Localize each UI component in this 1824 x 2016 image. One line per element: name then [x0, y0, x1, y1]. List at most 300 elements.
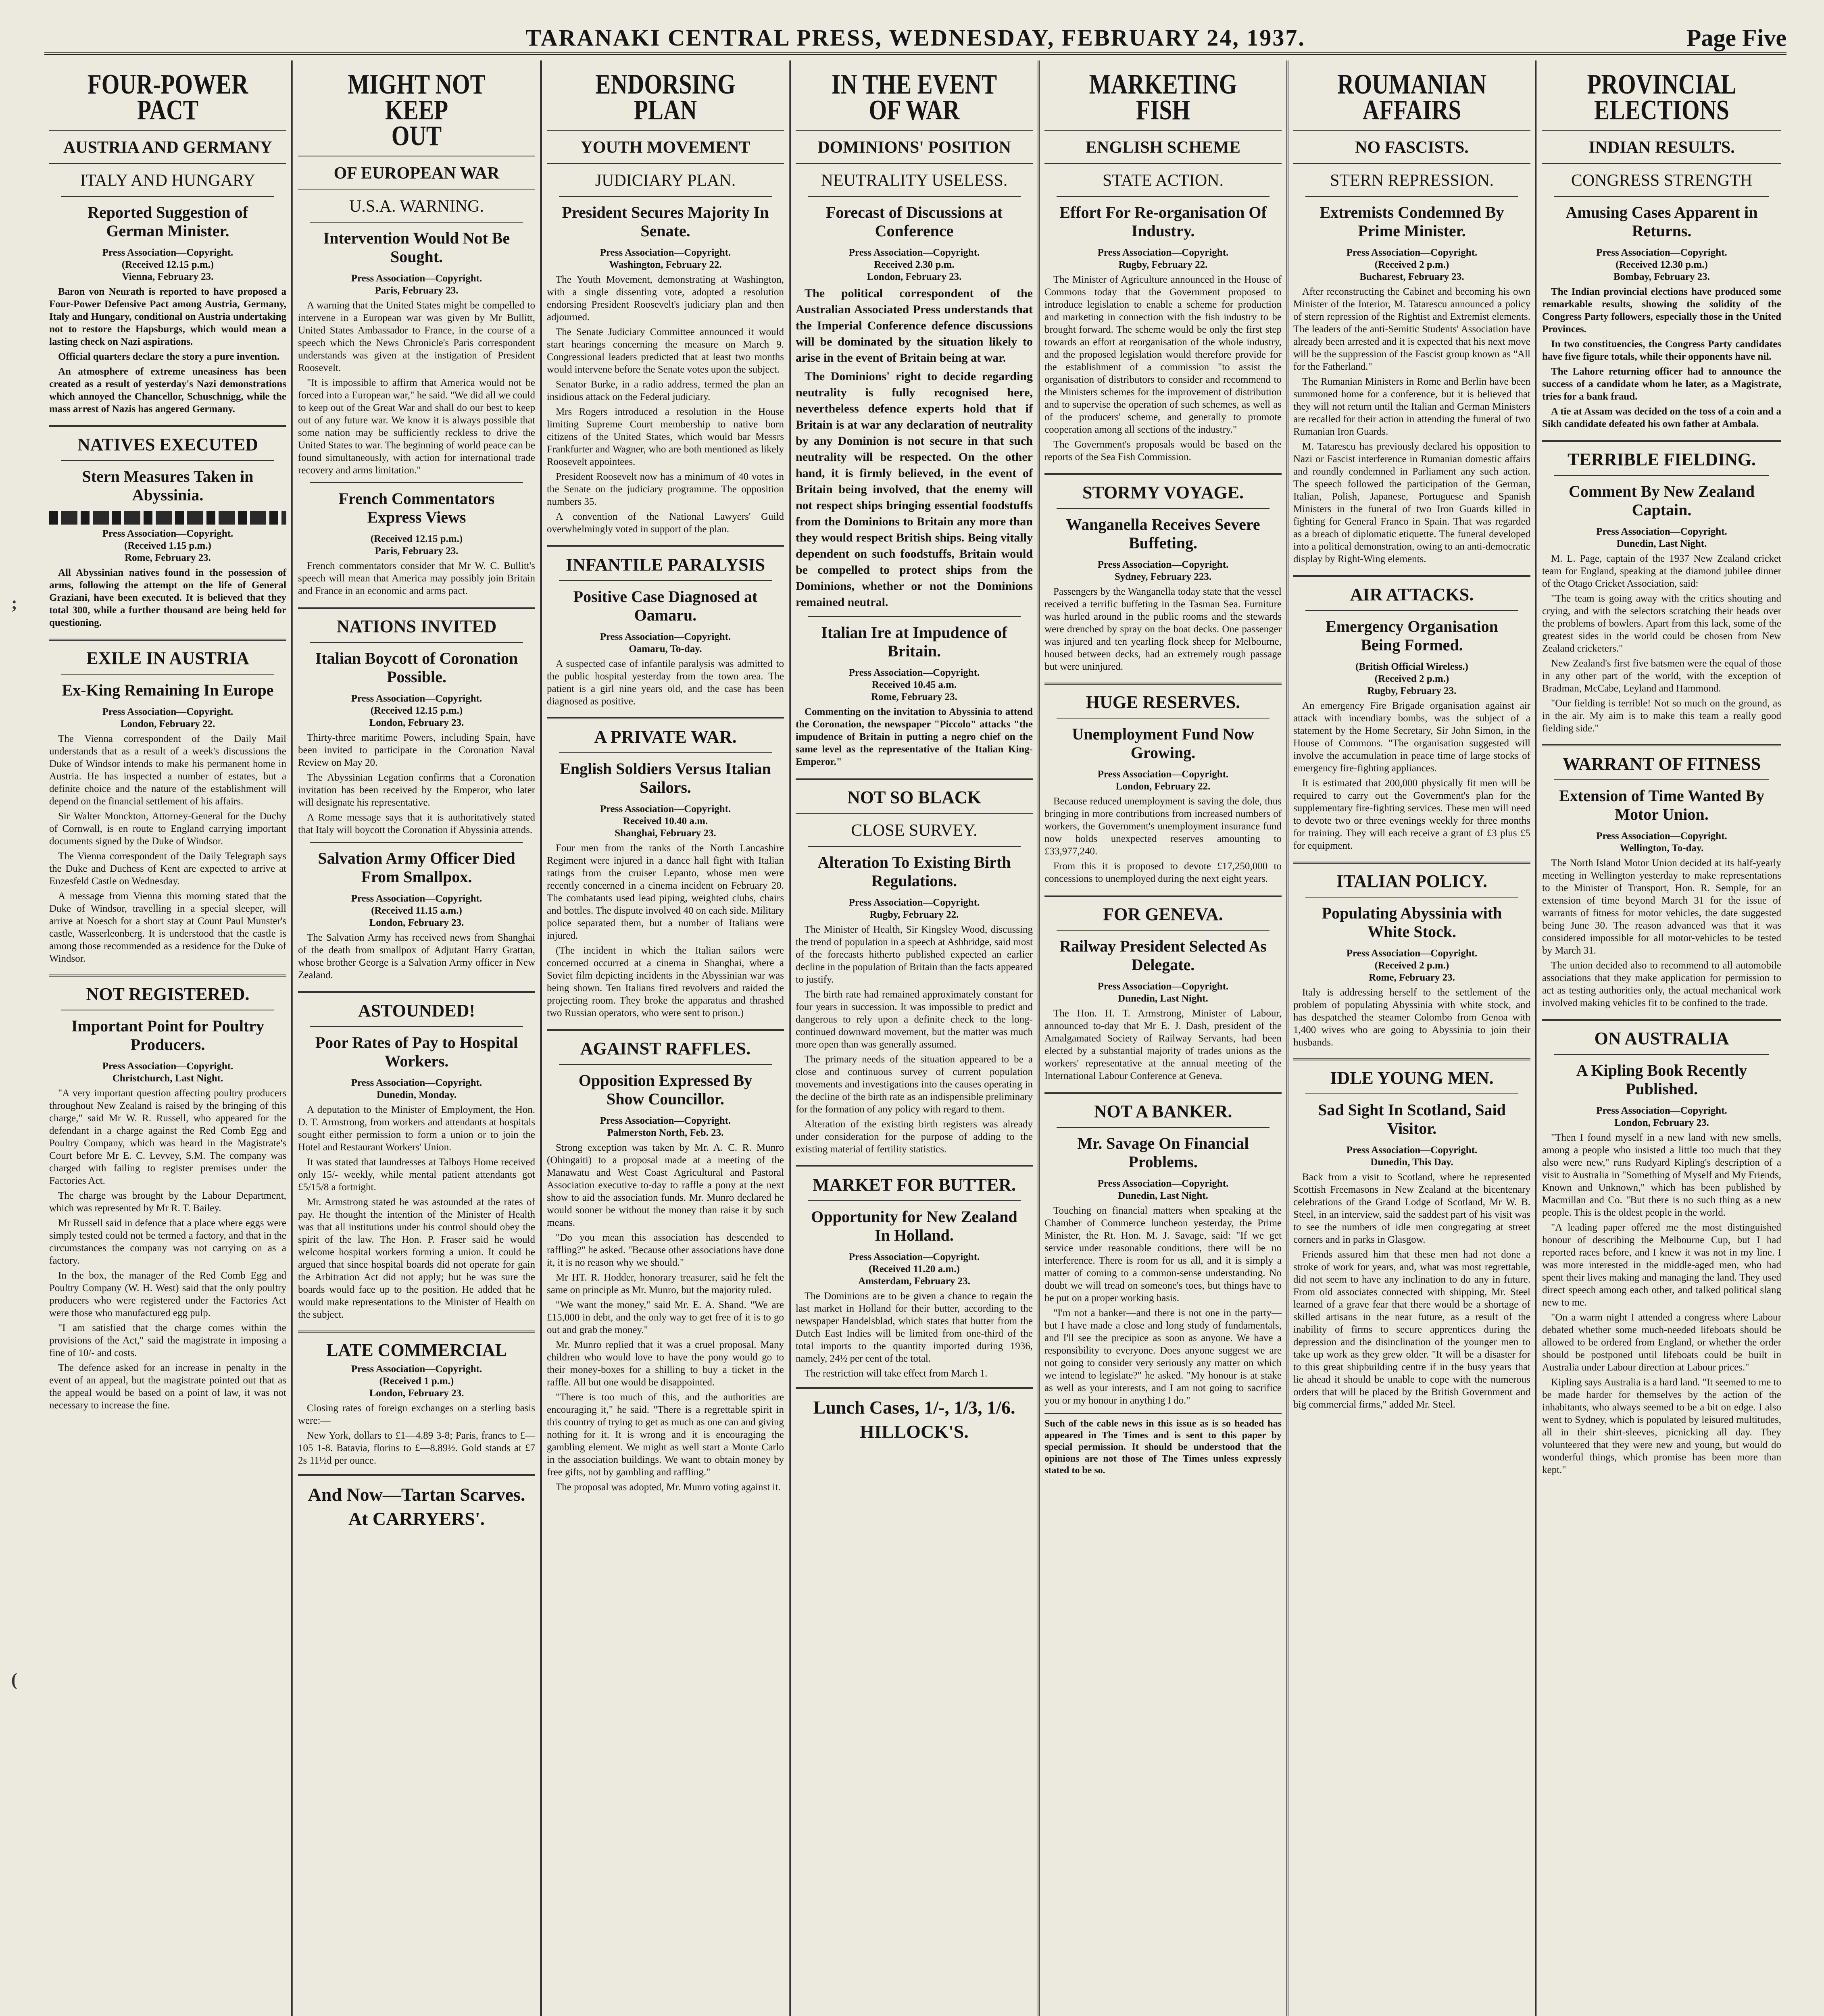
paragraph: The Vienna correspondent of the Daily Telegraph says the Duke and Duchess of Kent are expected to arrive at Enzesfeld Castle on Wednesday.: [49, 851, 286, 887]
subheading: OF EUROPEAN WAR: [298, 156, 535, 183]
dateline: [796, 897, 1033, 921]
dateline-line: Rugby, February 23.: [1367, 685, 1457, 696]
paragraph: "It is impossible to affirm that America would not be forced into a European war," he said. "We did all we could to keep out of the Great War and shall do our best to keep out of any future war. We know it is always possible that some nation may be sufficiently reckless to drive the United States to war. The beginning of world peace can be found simultaneously, with action for international trade recovery and arms limitation.": [298, 377, 535, 476]
dateline-line: London, February 23.: [1614, 1117, 1709, 1128]
subheading: Italian Ire at Impudence of Britain.: [808, 616, 1021, 660]
dateline-line: Press Association—Copyright.: [848, 667, 980, 678]
subheading: Opposition Expressed By Show Councillor.: [559, 1064, 772, 1108]
paragraph: M. L. Page, captain of the 1937 New Zealand cricket team for England, speaking at the diamond jubilee dinner of the Otago Cricket Association, said:: [1542, 553, 1781, 589]
subheading: Emergency Organisation Being Formed.: [1305, 610, 1518, 654]
headline: [568, 69, 763, 126]
subheading: CONGRESS STRENGTH: [1542, 163, 1781, 190]
dateline-line: Amsterdam, February 23.: [858, 1276, 970, 1287]
article: [1044, 69, 1282, 463]
column: [1537, 60, 1786, 2016]
subheading: Poor Rates of Pay to Hospital Workers.: [310, 1026, 523, 1070]
paragraph: New Zealand's first five batsmen were the equal of those in any other part of the world, with the exception of Bradman, McCabe, Leyland and Hammond.: [1542, 658, 1781, 694]
headline: [1066, 69, 1260, 126]
paragraph: The Government's proposals would be based on the reports of the Sea Fish Commission.: [1044, 439, 1282, 462]
article: [1293, 1058, 1530, 1411]
dateline-line: Bombay, February 23.: [1613, 271, 1710, 282]
article: [796, 778, 1033, 1156]
subheading: Salvation Army Officer Died From Smallpox.: [310, 842, 523, 886]
paragraph: In the box, the manager of the Red Comb Egg and Poultry Company (W. H. West) said that the only poultry producers who were registered under the Factories Act were those who manufactured egg pulp.: [49, 1270, 286, 1318]
dateline-line: Vienna, February 23.: [122, 271, 214, 282]
section-heading: NATIVES EXECUTED: [49, 425, 286, 454]
advert-box: [298, 1474, 535, 1531]
column: [44, 60, 293, 2016]
columns: [44, 60, 1786, 2016]
article: [298, 482, 535, 597]
article: [49, 69, 286, 415]
dateline-line: Press Association—Copyright.: [102, 706, 233, 717]
dateline: [796, 1251, 1033, 1287]
paragraph: A message from Vienna this morning stated that the Duke of Windsor, travelling in a special sleeper, will arrive at Noesch for a short stay at Count Paul Munster's castle, Wasserleonberg. It is understood that the castle is among those recommended as a residence for the Duke of Windsor.: [49, 891, 286, 964]
paragraph: Official quarters declare the story a pure invention.: [58, 351, 280, 362]
article: [1293, 69, 1530, 565]
dateline: [298, 1077, 535, 1101]
subheading: JUDICIARY PLAN.: [547, 163, 784, 190]
paragraph: The Dominions' right to decide regarding neutrality is fully recognised here, nevertheless defence experts hold that if Britain is at war any declaration of neutrality by any Dominion is not secure in that such neutrality will be respected. On the other hand, it is firmly believed, in the event of Britain being involved, that the enemy will not respect ships bringing essential foodstuffs from the Dominions to Britain any more than they would respect British ships. Being vitally dependent on such foodstuffs, Britain would be compelled to protect ships from the Dominions, whether or not the Dominions remained neutral.: [796, 370, 1033, 609]
paragraph: (The incident in which the Italian sailors were concerned occurred at a cinema in Shanghai, where a Soviet film depicting incidents in the Abyssinian war was being shown. Ten Italians fired revolvers and raided the projecting room. They broke the apparatus and thrashed two Russian operators, who were sent to prison.): [547, 945, 784, 1018]
subheading: ENGLISH SCHEME: [1044, 130, 1282, 157]
paragraph: A convention of the National Lawyers' Guild overwhelmingly voted in support of the plan.: [547, 511, 784, 535]
advert-line: Lunch Cases, 1/-, 1/3, 1/6.: [813, 1397, 1015, 1418]
paragraph: "There is too much of this, and the authorities are encouraging it," he said. "There is a regrettable spirit in this country of trying to get as much as one can and giving nothing for it. It is wrong and it is encouraging the gambling element. We might as well start a Monte Carlo in the association buildings. We want to obtain money by free gifts, not by gambling and raffling.": [547, 1392, 784, 1478]
dateline-line: Received 10.40 a.m.: [623, 816, 708, 827]
paragraph: It was stated that laundresses at Talboys Home received only 15/- weekly, while mental patient attendants got £5/15/8 a fortnight.: [298, 1157, 535, 1193]
dateline-line: Wellington, To-day.: [1620, 843, 1704, 854]
masthead: [44, 24, 1786, 55]
paragraph: Because reduced unemployment is saving the dole, thus bringing in more contributions from increased numbers of workers, the Government's unemployment insurance fund now holds unexpected reserves amounting to £33,977,240.: [1044, 796, 1282, 857]
headline-line: ENDORSING: [595, 69, 736, 100]
paragraph: Back from a visit to Scotland, where he represented Scottish Freemasons in New Zealand at the bicentenary celebrations of the Grand Lodge of Scotland, Mr W. B. Steel, in an interview, said the saddest part of his visit was to see the numbers of idle men congregating at street corners and in parks in Glasgow.: [1293, 1172, 1530, 1245]
dateline-line: Press Association—Copyright.: [600, 1115, 731, 1126]
dateline: [298, 893, 535, 929]
dateline: [1542, 247, 1781, 283]
dateline-line: Dunedin, This Day.: [1370, 1157, 1453, 1168]
subheading: Extension of Time Wanted By Motor Union.: [1554, 779, 1769, 824]
dateline: [1044, 981, 1282, 1005]
dateline-line: London, February 23.: [369, 717, 464, 728]
paragraph: The Lahore returning officer had to announce the success of a candidate whom he later, as a Magistrate, tries for a bank fraud.: [1542, 366, 1781, 402]
paragraph: Mr. Munro replied that it was a cruel proposal. Many children who would love to have the pony would go to their money-boxes for a shilling to buy a ticket in the raffle. All but one would be disappointed.: [547, 1339, 784, 1388]
paragraph: "A very important question affecting poultry producers throughout New Zealand is raised by the bringing of this charge," said Mr W. R. Russell, who appeared for the defendant in a charge against the Red Comb Egg and Poultry Company, which was heard in the Magistrate's Court before Mr E. C. Levvey, S.M. The company was charged with failing to register premises under the Factories Act.: [49, 1088, 286, 1186]
paragraph: It is estimated that 200,000 physically fit men will be required to carry out the Government's plan for the supplementary fire-fighting services. These men will need to devote two or three evenings weekly for three months for training. They will each receive a grant of £3 plus £5 for equipment.: [1293, 778, 1530, 851]
article: [1542, 69, 1781, 430]
paragraph: Commenting on the invitation to Abyssinia to attend the Coronation, the newspaper "Piccolo" attacks "the impudence of Britain in putting a negro chief on the same level as the representative of the Italian King-Emperor.": [796, 706, 1033, 767]
subheading: Railway President Selected As Delegate.: [1057, 930, 1270, 974]
paragraph: The Salvation Army has received news from Shanghai of the death from smallpox of Adjutant Harry Grattan, whose brother George is a Salvation Army officer in New Zealand.: [298, 932, 535, 981]
subheading: A Kipling Book Recently Published.: [1554, 1054, 1769, 1098]
article: [547, 545, 784, 708]
dateline-line: (Received 12.15 p.m.): [370, 705, 463, 716]
subheading: ITALY AND HUNGARY: [49, 163, 286, 190]
paragraph: Baron von Neurath is reported to have proposed a Four-Power Defensive Pact among Austria, Germany, Italy and Hungary, conditional on Austria undertaking not to restore the Hapsburgs, which would mean a lasting check on Nazi aspirations.: [49, 286, 286, 347]
article: [298, 991, 535, 1321]
paragraph: "Do you mean this association has descended to raffling?" he asked. "Because other associations have done it, it is no reason why we should.": [547, 1232, 784, 1268]
dateline-line: (Received 2 p.m.): [1374, 960, 1449, 971]
paragraph: President Roosevelt now has a minimum of 40 votes in the Senate on the judiciary programme. The opposition numbers 35.: [547, 471, 784, 507]
headline-line: FOUR-POWER: [87, 69, 248, 100]
paragraph: The restriction will take effect from March 1.: [805, 1368, 988, 1379]
paragraph: The Youth Movement, demonstrating at Washington, with a single dissenting vote, adopted a resolution endorsing President Roosevelt's judiciary plan and then adjourned.: [547, 274, 784, 323]
masthead-title: TARANAKI CENTRAL PRESS, WEDNESDAY, FEBRUARY 24, 1937.: [525, 25, 1305, 51]
dateline-line: Rugby, February 22.: [1118, 259, 1208, 270]
dateline-line: Press Association—Copyright.: [1596, 526, 1727, 537]
paragraph: Touching on financial matters when speaking at the Chamber of Commerce luncheon yesterday, the Prime Minister, the Rt. Hon. M. J. Savage, said: "If we get service under reasonable conditions, there will be no interference. There is room for us all, and it is simply a matter of coming to a common-sense understanding. No doubt we will tread on someone's toes, but things have to be put on a proper working basis.: [1044, 1205, 1282, 1304]
paragraph: French commentators consider that Mr W. C. Bullitt's speech will mean that America may possibly join Britain and France in an economic and arms pact.: [298, 560, 535, 596]
headline: [817, 69, 1011, 126]
dateline-line: (British Official Wireless.): [1355, 661, 1468, 672]
article: [796, 1165, 1033, 1380]
paragraph: A deputation to the Minister of Employment, the Hon. D. T. Armstrong, from workers and attendants at hospitals sought either permission to form a union or to join the Hotel and Restaurant Workers' Union.: [298, 1104, 535, 1153]
margin-mark: (: [11, 1670, 17, 1689]
paragraph: M. Tatarescu has previously declared his opposition to Nazi or Fascist interference in Rumanian domestic affairs and roundly condemned in Parliament any such action. The speech followed the participation of the German, Italian, Polish, Japanese, Portuguese and Spanish Ministers in the funeral of two Iron Guards killed in fighting for General Franco in Spain. That was regarded as a breach of diplomatic etiquette. The funeral developed into a political demonstration, owing to an anti-democratic display by Right-Wing elements.: [1293, 441, 1530, 564]
section-heading: TERRIBLE FIELDING.: [1542, 440, 1781, 469]
article: [1293, 575, 1530, 852]
headline-line: ELECTIONS: [1594, 95, 1729, 126]
paragraph: The Minister of Health, Sir Kingsley Wood, discussing the trend of population in a speech at Ashbridge, said most of the forecasts hitherto published expected an earlier decline in the population of Britain than the facts appeared to justify.: [796, 924, 1033, 985]
paragraph: An atmosphere of extreme uneasiness has been created as a result of yesterday's Nazi demonstrations which annoyed the Chancellor, Schuschnigg, while the mass arrest of Nazis has angered Germany.: [49, 366, 286, 414]
paragraph: Mr HT. R. Hodder, honorary treasurer, said he felt the same on principle as Mr. Munro, but the majority ruled.: [547, 1272, 784, 1295]
subheading: Effort For Re-organisation Of Industry.: [1057, 196, 1270, 240]
page-number: Page Five: [1686, 25, 1786, 51]
dateline-line: Press Association—Copyright.: [1346, 1145, 1478, 1156]
paragraph: A warning that the United States might be compelled to intervene in a European war was given by Mr Bullitt, United States Ambassador to France, in the course of a speech which the News Chronicle's Paris correspondent understands was given at the instigation of President Roosevelt.: [298, 300, 535, 373]
section-heading: NOT REGISTERED.: [49, 975, 286, 1004]
print-damage: [49, 511, 286, 525]
dateline-line: Press Association—Copyright.: [102, 528, 233, 539]
article: [298, 607, 535, 836]
dateline-line: (Received 1.15 p.m.): [124, 540, 211, 551]
dateline: [49, 528, 286, 564]
article: [1044, 683, 1282, 885]
dateline-line: Paris, February 23.: [375, 285, 459, 296]
dateline-line: Press Association—Copyright.: [102, 247, 233, 258]
paragraph: The Rumanian Ministers in Rome and Berlin have been summoned home for a conference, but it is believed that they will not return until the Italian and German Ministers are recalled for their action in attending the funeral of two Rumanian Iron Guards.: [1293, 376, 1530, 437]
dateline-line: Washington, February 22.: [609, 259, 722, 270]
headline-line: PLAN: [634, 95, 697, 126]
dateline-line: Press Association—Copyright.: [1346, 948, 1478, 959]
column: [1040, 60, 1288, 2016]
subheading: YOUTH MOVEMENT: [547, 130, 784, 157]
subheading: CLOSE SURVEY.: [796, 813, 1033, 840]
dateline-line: (Received 11.20 a.m.): [869, 1264, 960, 1275]
paragraph: "I am satisfied that the charge comes within the provisions of the Act," said the magistrate in imposing a fine of 10/- and costs.: [49, 1322, 286, 1358]
dateline-line: Press Association—Copyright.: [600, 247, 731, 258]
paragraph: Mrs Rogers introduced a resolution in the House limiting Supreme Court membership to native born citizens of the United States, which would bar Messrs Frankfurter and Wagner, who are both mentioned as likely Roosevelt appointees.: [547, 406, 784, 467]
dateline: [298, 1363, 535, 1400]
paragraph: The North Island Motor Union decided at its half-yearly meeting in Wellington yesterday to make representations to the Minister of Transport, Hon. R. Semple, for an extension of time beyond March 31 for the issue of warrants of fitness for motor vehicles, the date suggested being June 30. The reason advanced was that it was considered impossible for all motor-vehicles to be tested by March 31.: [1542, 858, 1781, 956]
dateline: [1293, 247, 1530, 283]
article: [547, 717, 784, 1019]
paragraph: After reconstructing the Cabinet and becoming his own Minister of the Interior, M. Tatarescu announced a policy of stern repression of the Rightist and Extremist elements. The leaders of the anti-Semitic Students' Association have already been arrested and it is expected that his next move will be the suppression of the Fascist group known as "All for the Fatherland.": [1293, 286, 1530, 372]
subheading: French Commentators Express Views: [310, 482, 523, 527]
headline-line: PACT: [137, 95, 198, 126]
paragraph: The proposal was adopted, Mr. Munro voting against it.: [556, 1482, 781, 1493]
column: [542, 60, 791, 2016]
dateline-line: Shanghai, February 23.: [615, 828, 716, 839]
dateline-line: Press Association—Copyright.: [102, 1061, 233, 1072]
headline-line: FISH: [1136, 95, 1190, 126]
subheading: Unemployment Fund Now Growing.: [1057, 718, 1270, 762]
dateline-line: London, February 23.: [867, 271, 962, 282]
section-heading: ON AUSTRALIA: [1542, 1019, 1781, 1048]
dateline: [1293, 661, 1530, 697]
subheading: Forecast of Discussions at Conference: [808, 196, 1021, 240]
dateline-line: (Received 2 p.m.): [1374, 673, 1449, 684]
dateline-line: Dunedin, Last Night.: [1616, 538, 1707, 549]
section-heading: NATIONS INVITED: [298, 607, 535, 636]
dateline-line: Press Association—Copyright.: [351, 693, 482, 704]
paragraph: "The team is going away with the critics shouting and crying, and with the selectors scratching their heads over the problems of bowlers. Apart from this lack, some of the greatest sides in the world could be chosen from New Zealand cricketers.": [1542, 593, 1781, 654]
section-heading: AGAINST RAFFLES.: [547, 1029, 784, 1058]
paragraph: The union decided also to recommend to all automobile associations that they make application for permission to act as testing authorities only, the actual mechanical work involved making vehicles fit to be confined to the trade.: [1542, 960, 1781, 1008]
dateline: [298, 533, 535, 557]
dateline-line: London, February 23.: [369, 917, 464, 928]
column: [293, 60, 542, 2016]
dateline-line: Dunedin, Monday.: [377, 1089, 457, 1100]
headline-line: ROUMANIAN: [1337, 69, 1486, 100]
section-heading: INFANTILE PARALYSIS: [547, 545, 784, 575]
dateline: [547, 803, 784, 839]
dateline-line: Press Association—Copyright.: [1097, 769, 1229, 780]
paragraph: Mr. Armstrong stated he was astounded at the rates of pay. He thought the intention of the Minister of Health was that all institutions under his control should obey the spirit of the law. The Hon. P. Fraser said he would welcome hospital workers forming a union. It could be argued that since hospital boards did not operate for gain the Arbitration Act did not apply; but he was sure the boards would face up to the position. He added that he would make representations to the Minister of Health on the subject.: [298, 1197, 535, 1320]
dateline: [1044, 768, 1282, 793]
dateline: [1293, 1144, 1530, 1168]
article: [49, 639, 286, 965]
dateline-line: Dunedin, Last Night.: [1118, 993, 1208, 1004]
dateline-line: Press Association—Copyright.: [600, 631, 731, 642]
advert-line: HILLOCK'S.: [860, 1421, 969, 1442]
dateline-line: London, February 22.: [1115, 781, 1211, 792]
paragraph: The defence asked for an increase in penalty in the event of an appeal, but the magistrate pointed out that as the appeal would be based on a point of law, it was not necessary to increase the fine.: [49, 1362, 286, 1411]
dateline-line: (Received 12.15 p.m.): [121, 259, 214, 270]
dateline-line: Received 10.45 a.m.: [871, 679, 957, 690]
article: [1044, 1092, 1282, 1407]
advert-line: And Now—Tartan Scarves.: [308, 1484, 525, 1505]
subheading: Opportunity for New Zealand In Holland.: [808, 1200, 1021, 1245]
paragraph: "We want the money," said Mr. E. A. Shand. "We are £15,000 in debt, and the only way to get free of it is to go out and grab the money.": [547, 1300, 784, 1335]
subheading: Populating Abyssinia with White Stock.: [1305, 897, 1518, 941]
paragraph: "Our fielding is terrible! Not so much on the ground, as in the air. My aim is to make this team a really good fielding side.": [1542, 698, 1781, 734]
article: [298, 1331, 535, 1467]
article: [1542, 744, 1781, 1009]
dateline-line: Press Association—Copyright.: [1097, 559, 1229, 570]
dateline: [298, 273, 535, 297]
subheading: Sad Sight In Scotland, Said Visitor.: [1305, 1093, 1518, 1138]
paragraph: The Senate Judiciary Committee announced it would start hearings concerning the measure on March 9. Congressional leaders predicted that at least two months would intervene before the Senate votes upon the subject.: [547, 327, 784, 375]
dateline-line: Press Association—Copyright.: [1596, 1105, 1727, 1116]
dateline-line: Press Association—Copyright.: [1097, 981, 1229, 992]
headline: [319, 69, 514, 152]
dateline-line: Rome, February 23.: [1369, 972, 1455, 983]
paragraph: Kipling says Australia is a hard land. "It seemed to me to be made harder for themselves by the action of the inhabitants, who always seemed to be a bit on edge. I also went to Sydney, which is populated by leisured multitudes, all in their shirt-sleeves, picnicking all day. They volunteered that they were new and young, but would do wonderful things, which promise has been more than kept.": [1542, 1377, 1781, 1475]
paragraph: The Hon. H. T. Armstrong, Minister of Labour, announced to-day that Mr E. J. Dash, president of the Amalgamated Society of Railway Servants, had been elected by a substantial majority of trades unions as the workers' representative at the annual meeting of the International Labour Conference at Geneva.: [1044, 1008, 1282, 1081]
article: [796, 69, 1033, 610]
section-heading: ASTOUNDED!: [298, 991, 535, 1020]
advert-box: [796, 1387, 1033, 1444]
column: [1288, 60, 1537, 2016]
subheading: Extremists Condemned By Prime Minister.: [1305, 196, 1518, 240]
section-heading: NOT A BANKER.: [1044, 1092, 1282, 1121]
dateline: [49, 706, 286, 730]
article: [49, 425, 286, 629]
dateline-line: Press Association—Copyright.: [600, 804, 731, 814]
paragraph: The Dominions are to be given a chance to regain the last market in Holland for their butter, according to the newspaper Handelsblad, which states that butter from the Dutch East Indies will be limited from one-third of the total imports to the quantity imported during 1936, namely, 24½ per cent of the total.: [796, 1291, 1033, 1364]
article: [1044, 895, 1282, 1082]
paragraph: Strong exception was taken by Mr. A. C. R. Munro (Ohingaiti) to a proposal made at a meeting of the Manawatu and West Coast Agricultural and Pastoral Association executive to-day to raffle a pony at the next show to aid the association funds. Mr. Munro declared he would sooner be without the money than raise it by such means.: [547, 1142, 784, 1228]
paragraph: Alteration of the existing birth registers was already under consideration for the purpose of adding to the existing material of fertility statistics.: [796, 1119, 1033, 1155]
paragraph: The Vienna correspondent of the Daily Mail understands that as a result of a week's discussions the Duke of Windsor intends to make his permanent home in Austria. He has inspected a number of estates, but a definite choice and the nature of the establishment will depend on the financial settlement of his affairs.: [49, 733, 286, 807]
paragraph: "Then I found myself in a new land with new smells, among a people who insisted a little too much that they also were new," runs Rudyard Kipling's description of a visit to Australia in "Something of Myself and My Friends, Known and Unknown," which has been published by Macmillan and Co. "But there is no such thing as a new people. This is the oldest people in the world.: [1542, 1132, 1781, 1218]
column: [791, 60, 1040, 2016]
dateline-line: Rome, February 23.: [871, 691, 957, 702]
dateline: [1542, 1105, 1781, 1129]
dateline-line: Sydney, February 223.: [1114, 571, 1212, 582]
dateline-line: Received 2.30 p.m.: [874, 259, 955, 270]
dateline-line: (Received 12.15 p.m.): [370, 533, 463, 544]
dateline: [547, 1115, 784, 1139]
notice: [1044, 1413, 1282, 1477]
paragraph: Sir Walter Monckton, Attorney-General for the Duchy of Cornwall, is en route to England carrying important documents signed by the Duke of Windsor.: [49, 811, 286, 847]
section-heading: NOT SO BLACK: [796, 778, 1033, 807]
article: [1542, 440, 1781, 735]
subheading: President Secures Majority In Senate.: [559, 196, 772, 240]
dateline: [796, 667, 1033, 703]
article: [298, 842, 535, 981]
subheading: Stern Measures Taken in Abyssinia.: [61, 460, 274, 504]
subheading: Italian Boycott of Coronation Possible.: [310, 642, 523, 686]
paragraph: The birth rate had remained approximately constant for four years in succession. It was impossible to predict and dangerous to rely upon a definite check to the long-continued downward movement, but the matter was much more open than was generally assumed.: [796, 989, 1033, 1050]
paragraph: Friends assured him that these men had not done a stroke of work for years, and, what was most regrettable, did not seem to have any inclination to do any in future. From old associates connected with shipping, Mr. Steel learned of a grave fear that there would be a shortage of skilled artisans in the near future, as a result of the inability of firms to secure apprentices during the depression and the disinclination of the younger men to take up work as they grew older. "It will be a disaster for to this great shipbuilding centre if in the busy years that lie ahead it should be unable to cope with the numerous orders that will be placed by the British Government and big commercial firms," added Mr. Steel.: [1293, 1249, 1530, 1410]
headline-line: OF WAR: [869, 95, 960, 126]
dateline: [1044, 247, 1282, 271]
headline-line: PROVINCIAL: [1587, 69, 1736, 100]
subheading: Comment By New Zealand Captain.: [1554, 475, 1769, 519]
article: [547, 69, 784, 535]
section-heading: IDLE YOUNG MEN.: [1293, 1058, 1530, 1088]
dateline-line: Press Association—Copyright.: [351, 273, 482, 284]
dateline-line: Press Association—Copyright.: [1097, 247, 1229, 258]
subheading: STERN REPRESSION.: [1293, 163, 1530, 190]
section-heading: WARRANT OF FITNESS: [1542, 744, 1781, 774]
headline-line: MARKETING: [1089, 69, 1237, 100]
paragraph: Closing rates of foreign exchanges on a sterling basis were:—: [298, 1403, 535, 1426]
headline: [71, 69, 265, 126]
article: [547, 1029, 784, 1493]
dateline: [298, 693, 535, 729]
section-heading: LATE COMMERCIAL: [298, 1331, 535, 1360]
headline-line: MIGHT NOT KEEP: [348, 69, 486, 126]
dateline: [547, 247, 784, 271]
section-heading: ITALIAN POLICY.: [1293, 862, 1530, 891]
subheading: DOMINIONS' POSITION: [796, 130, 1033, 157]
headline: [1315, 69, 1509, 126]
dateline: [1293, 948, 1530, 984]
dateline-line: Oamaru, To-day.: [629, 644, 702, 654]
dateline-line: Press Association—Copyright.: [848, 897, 980, 908]
dateline: [1542, 830, 1781, 854]
dateline-line: (Received 2 p.m.): [1374, 259, 1449, 270]
article: [1542, 1019, 1781, 1476]
dateline: [1044, 559, 1282, 583]
section-heading: AIR ATTACKS.: [1293, 575, 1530, 604]
dateline-line: Rugby, February 22.: [869, 909, 959, 920]
article: [796, 616, 1033, 768]
headline-line: OUT: [391, 121, 442, 152]
subheading: English Soldiers Versus Italian Sailors.: [559, 752, 772, 797]
paragraph: A Rome message says that it is authoritatively stated that Italy will boycott the Coronation if Abyssinia attends.: [298, 812, 535, 835]
subheading: INDIAN RESULTS.: [1542, 130, 1781, 157]
dateline-line: Paris, February 23.: [375, 546, 459, 556]
dateline-line: Press Association—Copyright.: [351, 1364, 482, 1375]
dateline-line: Press Association—Copyright.: [848, 1252, 980, 1262]
times-notice: Such of the cable news in this issue as is so headed has appeared in The Times and is sent to this paper by special permission. It should be understood that the opinions are not those of The Times unless expressly stated to be so.: [1044, 1413, 1282, 1477]
paragraph: Senator Burke, in a radio address, termed the plan an insidious attack on the Federal judiciary.: [547, 379, 784, 402]
subheading: STATE ACTION.: [1044, 163, 1282, 190]
dateline-line: Press Association—Copyright.: [1596, 247, 1727, 258]
dateline-line: Press Association—Copyright.: [1346, 247, 1478, 258]
dateline-line: Press Association—Copyright.: [351, 1077, 482, 1088]
paragraph: The Abyssinian Legation confirms that a Coronation invitation has been received by the Emperor, who later will designate his representative.: [298, 772, 535, 808]
dateline: [1044, 1178, 1282, 1202]
paragraph: The political correspondent of the Australian Associated Press understands that the Imperial Conference defence discussions will be dominated by the situation likely to arise in the event of Britain being at war.: [796, 287, 1033, 364]
article: [1293, 862, 1530, 1049]
subheading: Ex-King Remaining In Europe: [61, 674, 274, 700]
headline-line: IN THE EVENT: [831, 69, 997, 100]
dateline-line: Press Association—Copyright.: [1596, 831, 1727, 841]
dateline-line: Press Association—Copyright.: [1097, 1178, 1229, 1189]
paragraph: A suspected case of infantile paralysis was admitted to the public hospital yesterday from the town area. The patient is a girl nine years old, and the case has been diagnosed as positive.: [547, 658, 784, 707]
dateline-line: Press Association—Copyright.: [848, 247, 980, 258]
paragraph: Passengers by the Wanganella today state that the vessel received a terrific buffeting in the Tasman Sea. Furniture was hurled around in the public rooms and the stewards were drenched by spray on the boat decks. One passenger was injured and ten yearling flock sheep for Melbourne, housed between decks, had an extremely rough passage but were uninjured.: [1044, 586, 1282, 672]
subheading: U.S.A. WARNING.: [298, 189, 535, 216]
paragraph: "On a warm night I attended a congress where Labour debated whether some much-needed lifeboats should be allowed to be ordered from England, or whether the order should be postponed until lifeboats could be built in Australia under Labour direction at Labour prices.": [1542, 1312, 1781, 1373]
margin-mark: ;: [11, 593, 17, 613]
subheading: Positive Case Diagnosed at Oamaru.: [559, 580, 772, 625]
subheading: Wanganella Receives Severe Buffeting.: [1057, 508, 1270, 552]
dateline-line: Rome, February 23.: [125, 552, 211, 563]
subheading: Amusing Cases Apparent in Returns.: [1554, 196, 1769, 240]
paragraph: The primary needs of the situation appeared to be a close and continuous survey of current population movements and investigations into the causes operating in the decline of the birth rate as an indispensible preliminary for the formation of any policy with regard to them.: [796, 1054, 1033, 1115]
dateline: [49, 1060, 286, 1085]
section-heading: FOR GENEVA.: [1044, 895, 1282, 924]
article: [1044, 473, 1282, 673]
dateline-line: (Received 11.15 a.m.): [371, 905, 462, 916]
paragraph: "I'm not a banker—and there is not one in the party—but I have made a close and long study of fundamentals, and I'll see the precipice as soon as anyone. We have a responsibility to everyone. Does anyone suggest we are not going to consider very seriously any matter on which we intend to legislate?" he asked. "My honour is at stake as well as your interests, and I am not going to sacrifice you or my honour in anything I do.": [1044, 1308, 1282, 1406]
dateline: [49, 247, 286, 283]
dateline: [547, 631, 784, 655]
section-heading: MARKET FOR BUTTER.: [796, 1165, 1033, 1195]
advertisement: [298, 1474, 535, 1531]
section-heading: EXILE IN AUSTRIA: [49, 639, 286, 668]
paragraph: Thirty-three maritime Powers, including Spain, have been invited to participate in the Coronation Naval Review on May 20.: [298, 732, 535, 768]
subheading: Intervention Would Not Be Sought.: [310, 222, 523, 266]
dateline-line: Dunedin, Last Night.: [1118, 1190, 1208, 1201]
advertisement: [796, 1387, 1033, 1444]
section-heading: HUGE RESERVES.: [1044, 683, 1282, 712]
section-heading: A PRIVATE WAR.: [547, 717, 784, 747]
paragraph: Italy is addressing herself to the settlement of the problem of populating Abyssinia with white stock, and has despatched the steamer Colombo from Genoa with 1,400 wives who are going to Abyssinia to join their husbands.: [1293, 987, 1530, 1048]
subheading: Alteration To Existing Birth Regulations.: [808, 846, 1021, 890]
dateline: [796, 247, 1033, 283]
dateline: [1542, 526, 1781, 550]
dateline-line: Press Association—Copyright.: [351, 893, 482, 904]
paragraph: In two constituencies, the Congress Party candidates have five figure totals, while their opponents have nil.: [1542, 339, 1781, 362]
paragraph: "A leading paper offered me the most distinguished honour of describing the Melbourne Cup, but I had reported races before, and I knew it was not in my line. I was more interested in the middle-aged men, who had spent their lives making and managing the land. They used direct speech among each other, and talked political slang new to me.: [1542, 1222, 1781, 1308]
